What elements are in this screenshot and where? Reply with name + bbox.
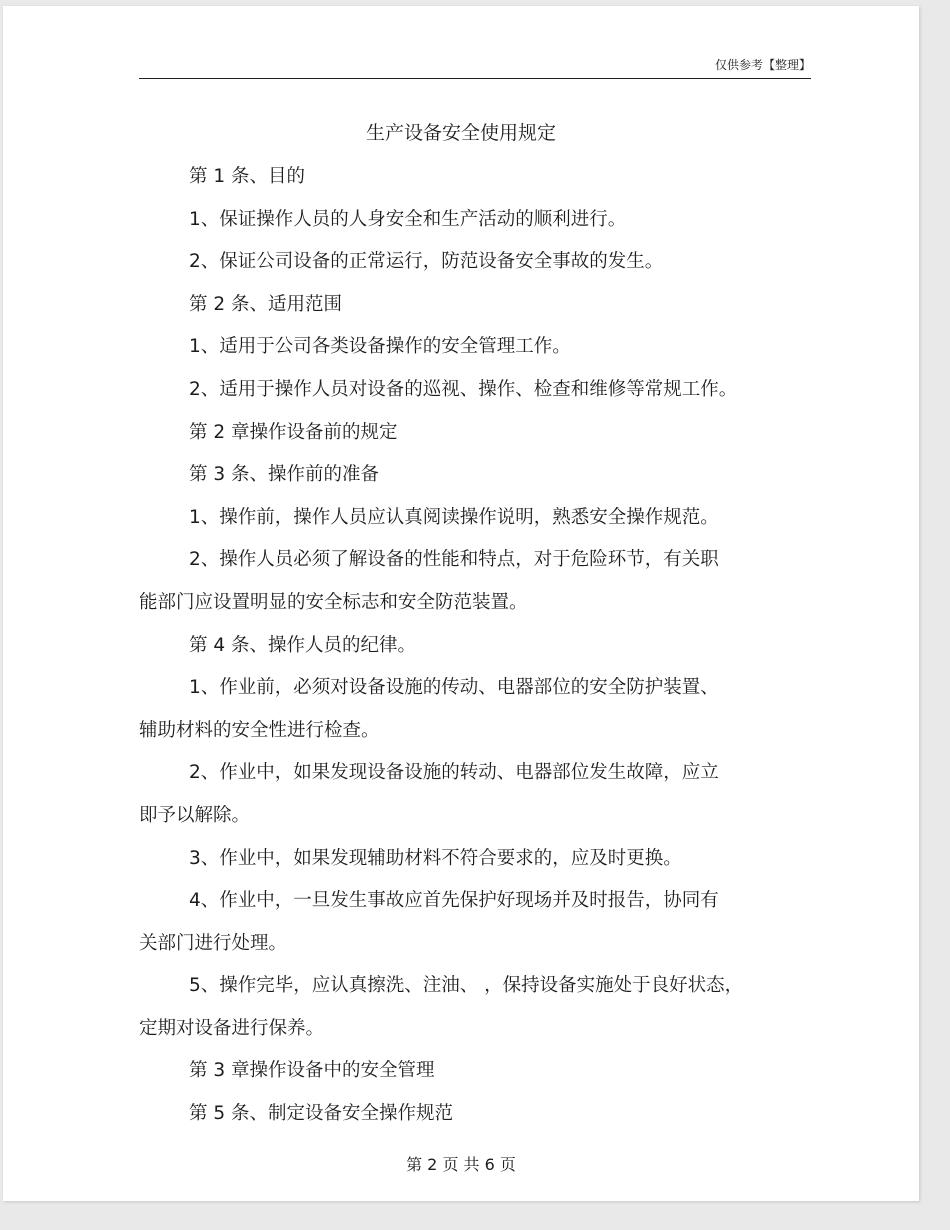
paragraph-line: 第 2 章操作设备前的规定 xyxy=(189,421,398,443)
paragraph-line: 第 3 章操作设备中的安全管理 xyxy=(189,1060,435,1082)
paragraph-line: 第 3 条、操作前的准备 xyxy=(189,464,380,486)
page-footer: 第 2 页 共 6 页 xyxy=(406,1155,516,1174)
paragraph-line: 第 2 条、适用范围 xyxy=(189,293,343,315)
document-page xyxy=(3,6,919,1201)
paragraph-line: 2、操作人员必须了解设备的性能和特点，对于危险环节，有关职 xyxy=(189,549,719,571)
paragraph-line: 3、作业中，如果发现辅助材料不符合要求的，应及时更换。 xyxy=(189,847,682,869)
paragraph-line: 2、作业中，如果发现设备设施的转动、电器部位发生故障，应立 xyxy=(189,762,719,784)
paragraph-line: 关部门进行处理。 xyxy=(139,932,288,954)
paragraph-line: 1、操作前，操作人员应认真阅读操作说明，熟悉安全操作规范。 xyxy=(189,506,719,528)
paragraph-line: 4、作业中，一旦发生事故应首先保护好现场并及时报告，协同有 xyxy=(189,890,719,912)
paragraph-line: 即予以解除。 xyxy=(139,804,251,826)
paragraph-line: 能部门应设置明显的安全标志和安全防范装置。 xyxy=(139,591,528,613)
paragraph-line: 定期对设备进行保养。 xyxy=(139,1017,325,1039)
paragraph-line: 辅助材料的安全性进行检查。 xyxy=(139,719,380,741)
paragraph-line: 1、作业前，必须对设备设施的传动、电器部位的安全防护装置、 xyxy=(189,677,719,699)
paragraph-line: 5、操作完毕，应认真擦洗、注油、 ，保持设备实施处于良好状态， xyxy=(189,975,744,997)
paragraph-line: 第 1 条、目的 xyxy=(189,166,306,187)
paragraph-line: 1、保证操作人员的人身安全和生产活动的顺利进行。 xyxy=(189,208,627,230)
document-body xyxy=(139,156,811,1136)
paragraph-line: 2、适用于操作人员对设备的巡视、操作、检查和维修等常规工作。 xyxy=(189,378,738,400)
page-header xyxy=(139,50,811,79)
header-note: 仅供参考【整理】 xyxy=(714,58,811,72)
paragraph-line: 第 5 条、制定设备安全操作规范 xyxy=(189,1103,454,1125)
document-title: 生产设备安全使用规定 xyxy=(365,122,556,144)
paragraph-line: 1、适用于公司各类设备操作的安全管理工作。 xyxy=(189,336,571,358)
paragraph-line: 第 4 条、操作人员的纪律。 xyxy=(189,634,417,656)
paragraph-line: 2、保证公司设备的正常运行，防范设备安全事故的发生。 xyxy=(189,251,664,273)
